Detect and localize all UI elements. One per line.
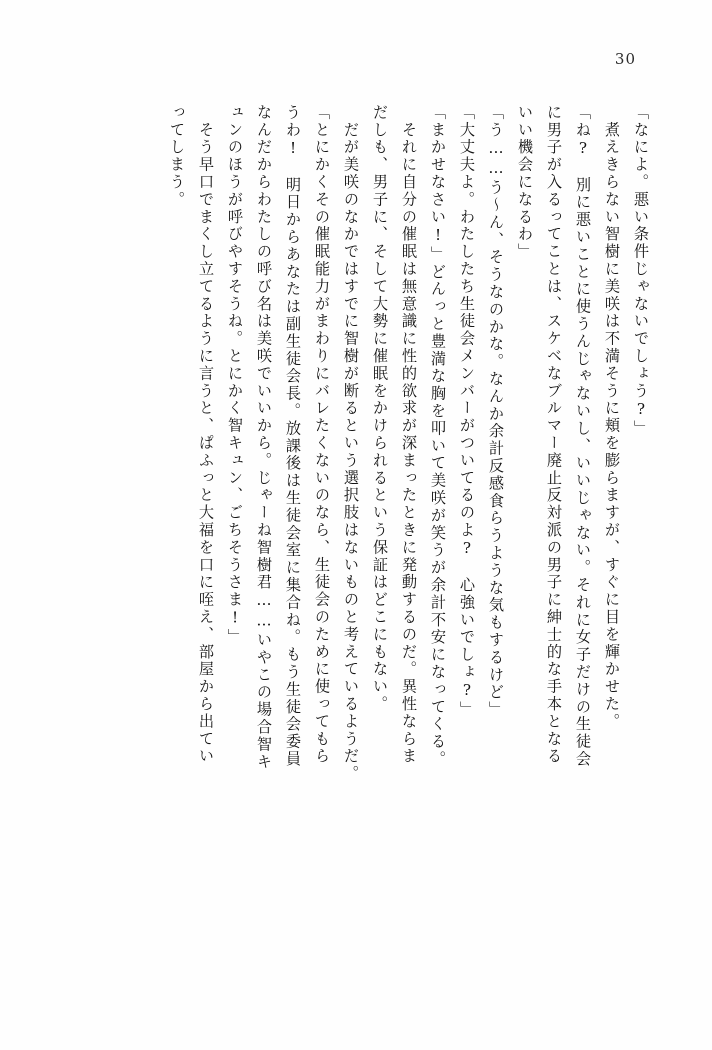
text-line: 煮えきらない智樹に美咲は不満そうに頬を膨らますが、すぐに目を輝かせた。 [603,104,621,731]
text-line: 「なによ。悪い条件じゃないでしょう?」 [632,104,650,438]
text-line: うわ! 明日からあなたは副生徒会長。放課後は生徒会室に集合ね。もう生徒会委員 [284,104,302,768]
text-line: そう早口でまくし立てるように言うと、ぱふっと大福を口に咥え、部屋から出てい [197,104,215,766]
text-line: それに自分の催眠は無意識に性的欲求が深まったときに発動するのだ。異性ならま [400,104,418,766]
text-line: 「とにかくその催眠能力がまわりにバレたくないのなら、生徒会のために使ってもら [313,104,331,766]
text-line: だが美咲のなかではすでに智樹が断るという選択肢はないものと考えているようだ。 [342,104,360,783]
body-text [62,104,648,974]
text-line: 「まかせなさい!」どんっと豊満な胸を叩いて美咲が笑うが余計不安になってくる。 [429,104,447,768]
text-line: ュンのほうが呼びやすそうね。とにかく智キュン、ごちそうさま!」 [226,104,244,647]
text-line: なんだからわたしの呼び名は美咲でいいから。じゃーね智樹君……いやこの場合智キ [255,104,273,771]
text-line: 「う……う～ん、そうなのかな。なんか余計反感食らうような気もするけど」 [487,104,505,719]
text-line: ってしまう。 [168,104,186,209]
text-line: だしも、男子に、そして大勢に催眠をかけられるという保証はどこにもない。 [371,104,389,713]
text-line: 「大丈夫よ。わたしたち生徒会メンバーがついてるのよ? 心強いでしょ?」 [458,104,476,719]
text-line: 「ね? 別に悪いことに使うんじゃないし、いいじゃない。それに女子だけの生徒会 [574,104,592,768]
page-number: 30 [614,50,636,68]
text-line: に男子が入るってことは、スケベなブルマー廃止反対派の男子に紳士的な手本となる [545,104,563,766]
text-line: いい機会になるわ」 [516,104,534,261]
